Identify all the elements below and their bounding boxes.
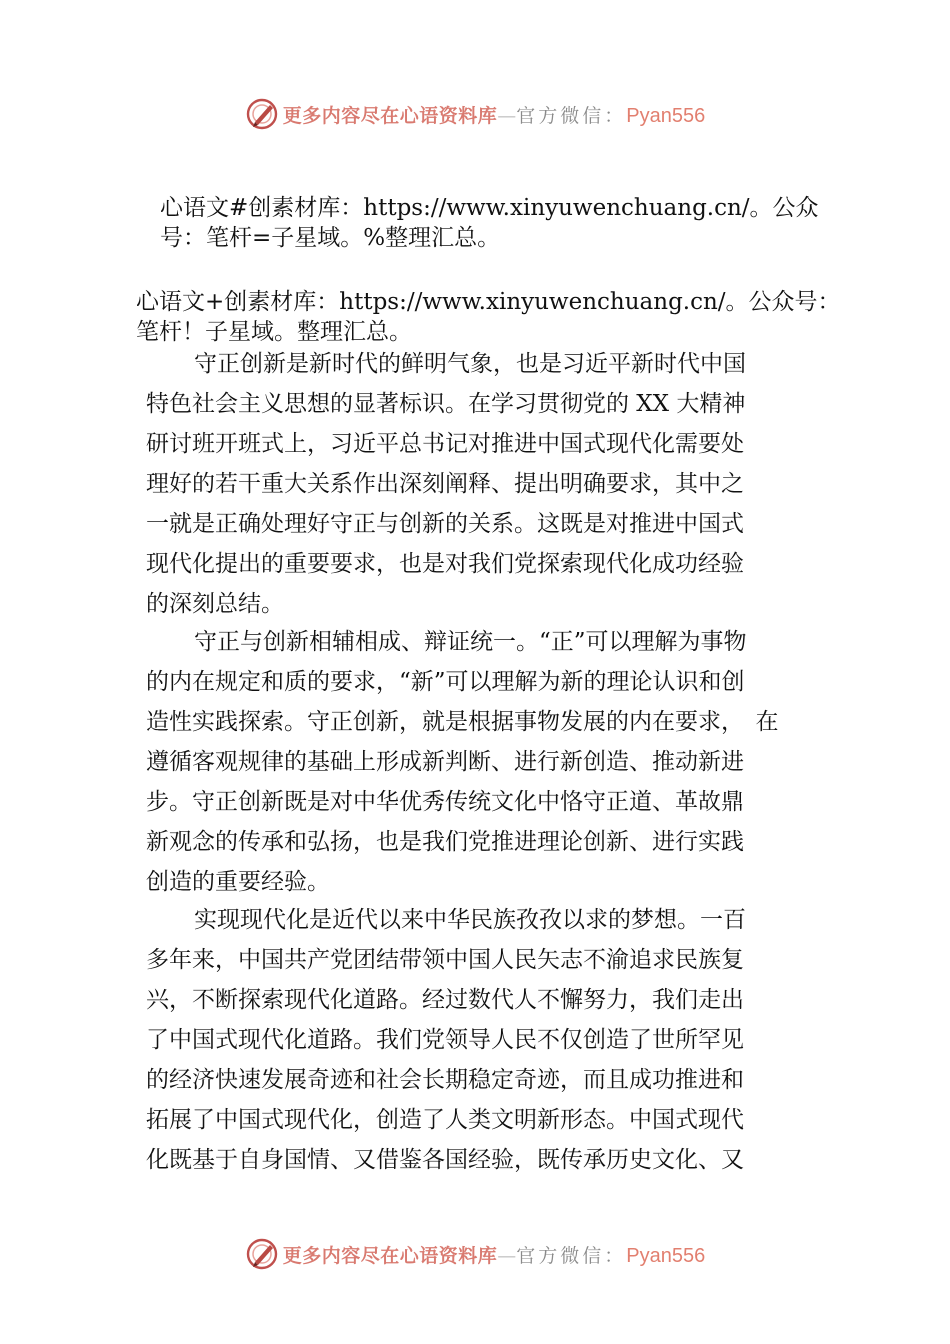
banner-title: 更多内容尽在心语资料库 [282, 104, 498, 127]
paragraph-line: 现代化提出的重要要求，也是对我们党探索现代化成功经验 [146, 551, 744, 577]
paragraph-line: 兴，不断探索现代化道路。经过数代人不懈努力，我们走出 [146, 987, 744, 1013]
paragraph-line: 造性实践探索。守正创新，就是根据事物发展的内在要求， 在 [146, 709, 779, 735]
source-notice-1-line-2: 号：笔杆=子星域。%整理汇总。 [160, 225, 501, 251]
paragraph-line: 创造的重要经验。 [146, 869, 330, 895]
paragraph-line: 守正创新是新时代的鲜明气象，也是习近平新时代中国 [194, 351, 746, 377]
paragraph-line: 理好的若干重大关系作出深刻阐释、提出明确要求，其中之 [146, 471, 744, 497]
body-paragraph-2 [146, 622, 826, 902]
header-watermark-banner [0, 92, 950, 136]
source-notice-2 [136, 287, 841, 347]
paragraph-line: 实现现代化是近代以来中华民族孜孜以求的梦想。一百 [194, 907, 746, 933]
banner-title: 更多内容尽在心语资料库 [282, 1244, 498, 1267]
banner-wechat-label: 官方微信： [516, 1244, 627, 1267]
paragraph-line: 步。守正创新既是对中华优秀传统文化中恪守正道、革故鼎 [146, 789, 744, 815]
paragraph-line: 一就是正确处理好守正与创新的关系。这既是对推进中国式 [146, 511, 744, 537]
paragraph-line: 遵循客观规律的基础上形成新判断、进行新创造、推动新进 [146, 749, 744, 775]
pen-logo-icon [245, 97, 279, 131]
footer-watermark-banner [0, 1232, 950, 1276]
pen-logo-icon [245, 1237, 279, 1271]
paragraph-line: 的经济快速发展奇迹和社会长期稳定奇迹，而且成功推进和 [146, 1067, 744, 1093]
banner-separator: — [497, 1244, 517, 1267]
paragraph-line: 新观念的传承和弘扬，也是我们党推进理论创新、进行实践 [146, 829, 744, 855]
banner-wechat-label: 官方微信： [516, 104, 627, 127]
paragraph-line: 拓展了中国式现代化，创造了人类文明新形态。中国式现代 [146, 1107, 744, 1133]
paragraph-line: 化既基于自身国情、又借鉴各国经验，既传承历史文化、又 [146, 1147, 744, 1173]
paragraph-line: 的深刻总结。 [146, 591, 284, 617]
banner-wechat-id: Pyan556 [626, 104, 706, 127]
paragraph-line: 守正与创新相辅相成、辩证统一。“正”可以理解为事物 [194, 629, 747, 655]
source-notice-2-line-1: 心语文+创素材库：https://www.xinyuwenchuang.cn/。公众号： [136, 289, 841, 315]
paragraph-line: 的内在规定和质的要求，“新”可以理解为新的理论认识和创 [146, 669, 745, 695]
banner-separator: — [497, 104, 517, 127]
paragraph-line: 了中国式现代化道路。我们党领导人民不仅创造了世所罕见 [146, 1027, 744, 1053]
body-paragraph-1 [146, 344, 826, 624]
paragraph-line: 特色社会主义思想的显著标识。在学习贯彻党的 XX 大精神 [146, 391, 746, 417]
paragraph-line: 研讨班开班式上，习近平总书记对推进中国式现代化需要处 [146, 431, 744, 457]
paragraph-line: 多年来，中国共产党团结带领中国人民矢志不渝追求民族复 [146, 947, 744, 973]
source-notice-1 [160, 193, 819, 253]
banner-wechat-id: Pyan556 [626, 1244, 706, 1267]
source-notice-1-line-1: 心语文#创素材库：https://www.xinyuwenchuang.cn/。公众 [160, 195, 819, 221]
body-paragraph-3 [146, 900, 826, 1180]
source-notice-2-line-2: 笔杆！子星域。整理汇总。 [136, 319, 412, 345]
